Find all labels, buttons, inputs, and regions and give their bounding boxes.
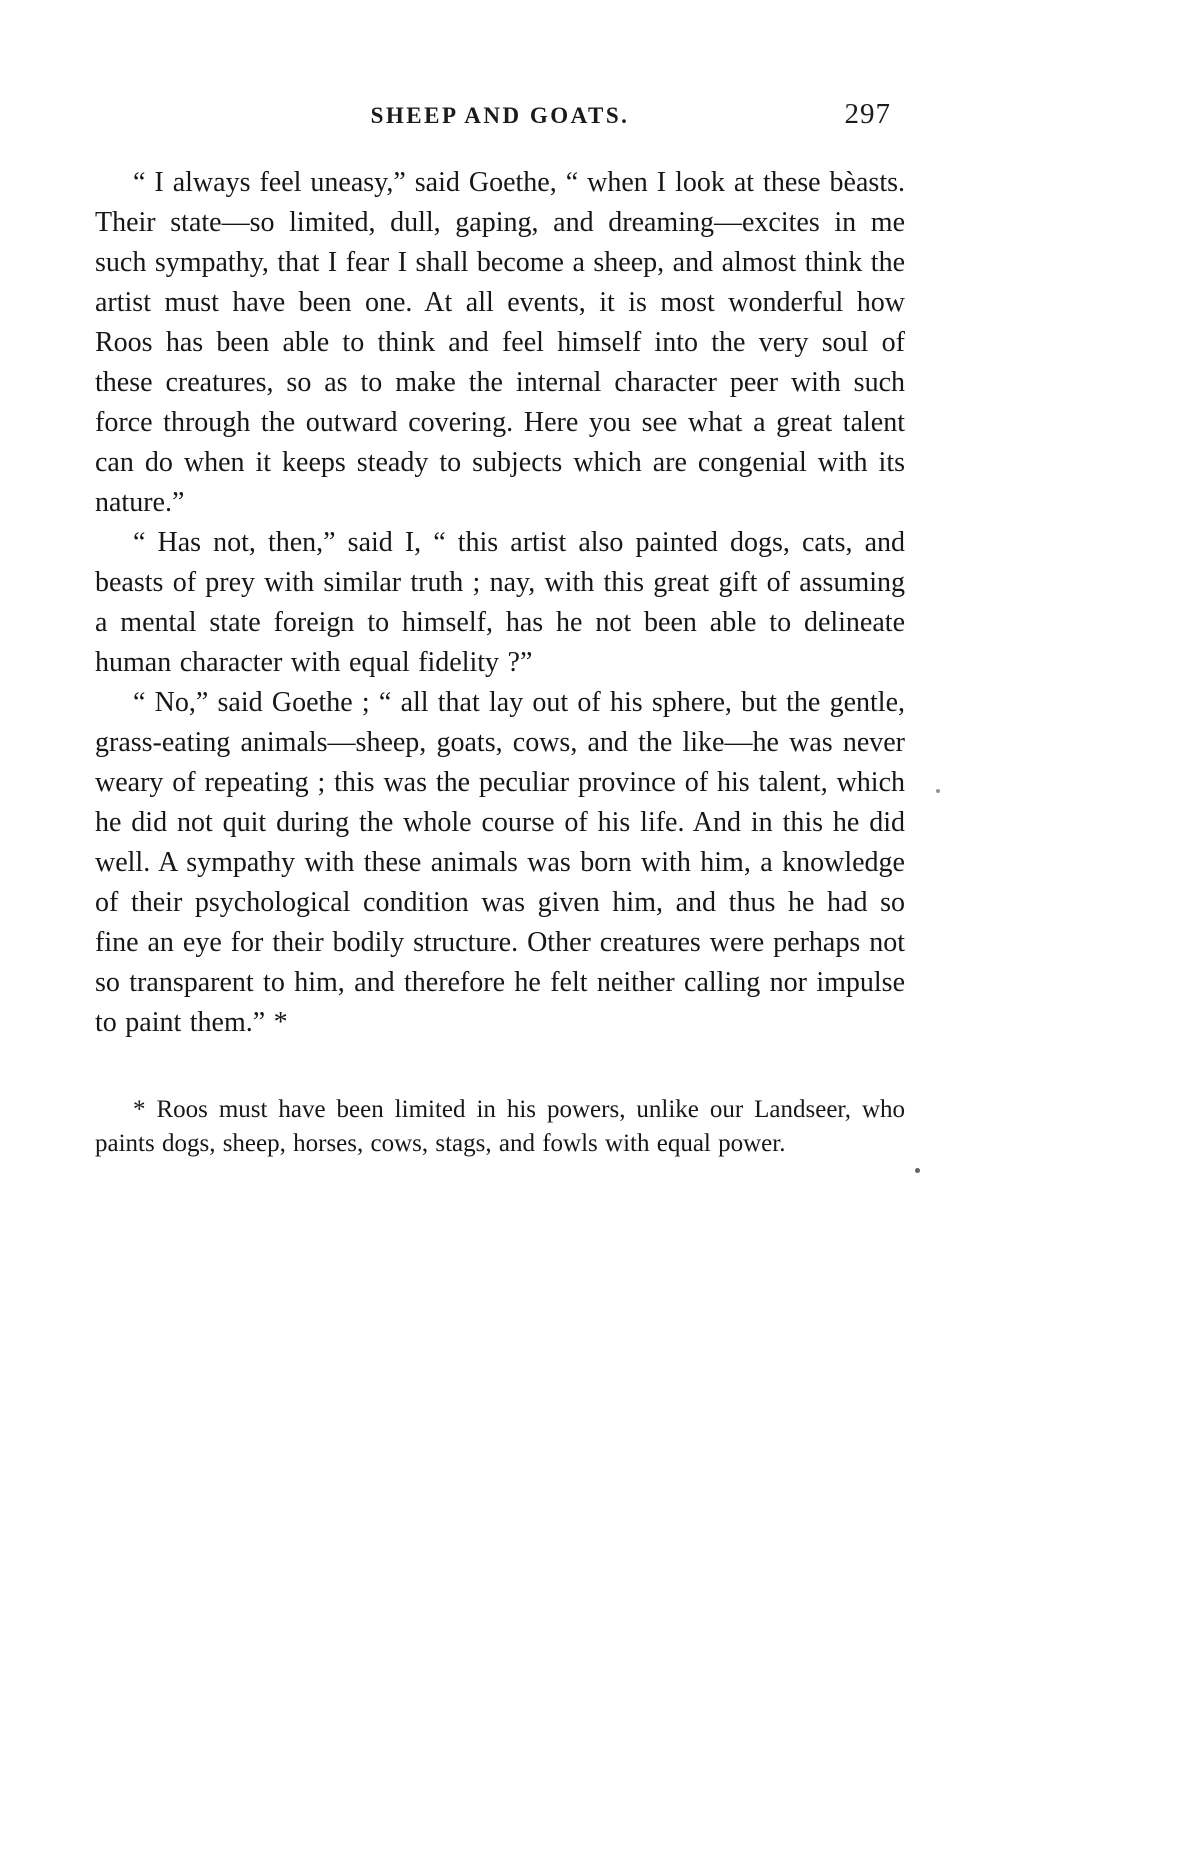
scan-speck — [915, 1168, 920, 1173]
paragraph-2: “ Has not, then,” said I, “ this artist also painted dogs, cats, and beasts of prey with similar truth ; nay, with this great gift of assuming a mental state foreign to himself, has he not been able to delineate human character with equal fidelity ?” — [95, 527, 905, 678]
page-number: 297 — [844, 98, 891, 130]
page-header — [95, 98, 905, 141]
paragraph-1: “ I always feel uneasy,” said Goethe, “ when I look at these bèasts. Their state—so limited, dull, gaping, and dreaming—excites in me such sympathy, that I fear I shall become a sheep, and almost think the artist must have been one. At all events, it is most wonderful how Roos has been able to think and feel himself into the very soul of these creatures, so as to make the internal character peer with such force through the outward covering. Here you see what a great talent can do when it keeps steady to subjects which are congenial with its nature.” — [95, 167, 906, 518]
body-text — [95, 163, 905, 1043]
scan-speck — [936, 789, 940, 793]
paragraph-3: “ No,” said Goethe ; “ all that lay out of his sphere, but the gentle, grass-eating animals—sheep, goats, cows, and the like—he was never weary of repeating ; this was the peculiar province of his talent, which he did not quit during the whole course of his life. And in this he did well. A sympathy with these animals was born with him, a knowledge of their psychological condition was given him, and thus he had so fine an eye for their bodily structure. Other creatures were perhaps not so transparent to him, and therefore he felt neither calling nor impulse to paint them.” * — [95, 687, 905, 1038]
page-content — [95, 98, 906, 1161]
footnote: * Roos must have been limited in his powers, unlike our Landseer, who paints dogs, sheep, horses, cows, stags, and fowls with equal power. — [95, 1096, 905, 1157]
footnote-section — [95, 1093, 905, 1161]
running-title: SHEEP AND GOATS. — [370, 103, 630, 128]
